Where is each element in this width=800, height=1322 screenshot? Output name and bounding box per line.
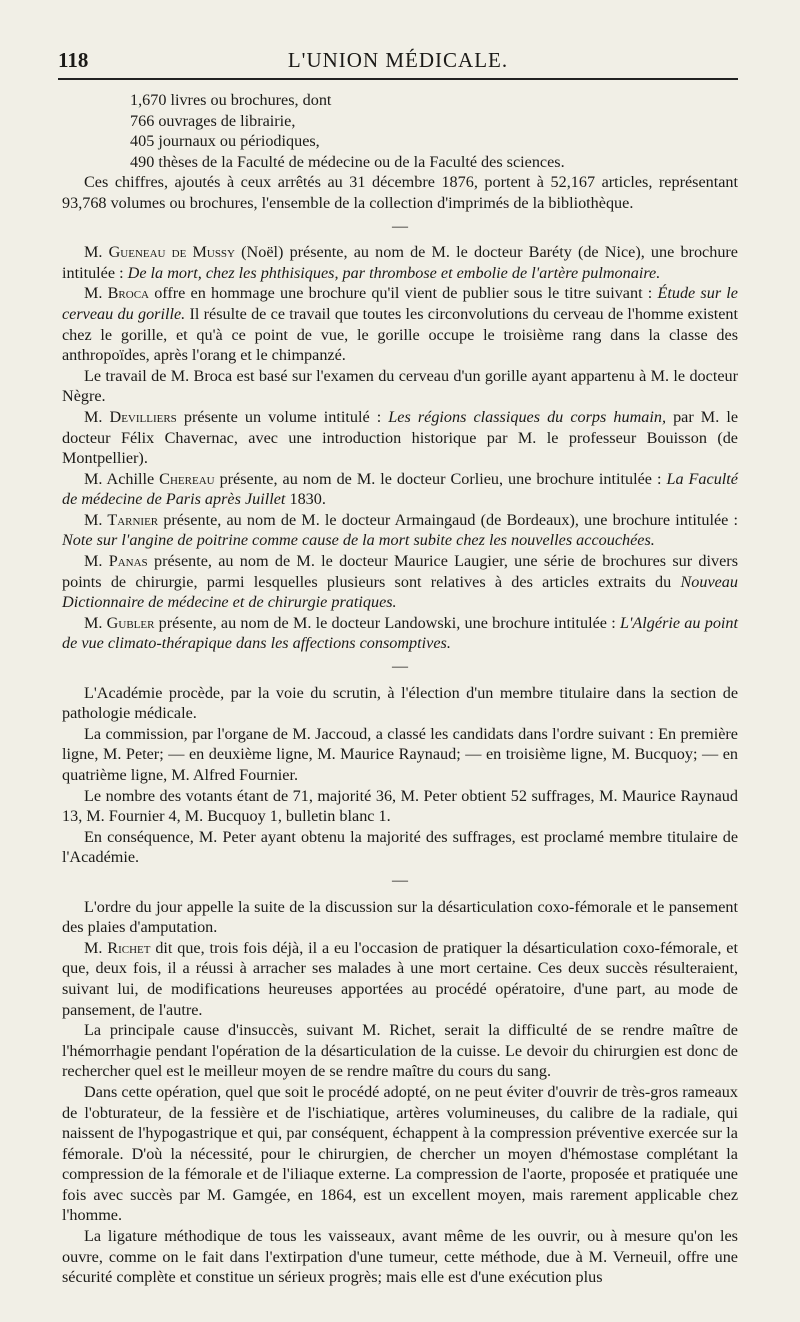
speaker-name: M. Gubler — [84, 613, 155, 632]
page-header — [58, 44, 738, 80]
speaker-name: M. Devilliers — [84, 407, 177, 426]
paragraph-text: dit que, trois fois déjà, il a eu l'occasion de pratiquer la désarticulation coxo-fémorale, et que, deux fois, il a réussi à arracher ses malades à une mort certaine. Ces deux succès résulteraient, suivant lui, de modifications heureuses apportées au procédé opératoire, d'une part, au mode de pansement, de l'autre. — [62, 938, 738, 1019]
paragraph-text: Il résulte de ce travail que toutes les circonvolutions du cerveau de l'homme existent chez le gorille, et qu'à ce point de vue, le gorille occupe le troisième rang dans la classe des anthropoïdes, après l'orang et le chimpanzé. — [62, 304, 739, 365]
paragraph — [62, 938, 738, 1020]
stat-line: 766 ouvrages de librairie, — [130, 111, 296, 130]
paragraph-text: présente un volume intitulé : — [176, 407, 389, 426]
separator: — — [392, 217, 408, 235]
article-body — [62, 90, 738, 1288]
paragraph: La ligature méthodique de tous les vaisseaux, avant même de les ouvrir, ou à mesure qu'on les ouvre, comme on le fait dans l'extirpation d'une tumeur, cette méthode, due à M. Verneuil, offre une sécurité complète et constitue un sérieux progrès; mais elle est d'une exécution plus — [62, 1227, 738, 1287]
speaker-name: Chereau — [159, 469, 215, 488]
paragraph — [62, 242, 738, 283]
work-title: Nouveau Dictionnaire de médecine et de chirurgie pratiques. — [62, 572, 738, 612]
paragraph — [62, 407, 738, 469]
stat-line: 405 journaux ou périodiques, — [130, 132, 320, 151]
paragraph-text: présente, au nom de M. le docteur Maurice Laugier, une série de brochures sur divers points de chirurgie, parmi lesquelles plusieurs sont relatives à des articles extraits du — [62, 552, 738, 591]
separator: — — [392, 658, 408, 676]
page-number: 118 — [58, 48, 89, 72]
paragraph-text: présente, au nom de M. le docteur Corlieu, une brochure intitulée : — [214, 469, 667, 488]
paragraph: La principale cause d'insuccès, suivant M. Richet, serait la difficulté de se rendre maître de l'hémorrhagie pendant l'opération de la désarticulation de la cuisse. Le devoir du chirurgien est donc de rechercher quel est le meilleur moyen de se rendre maître du cours du sang. — [62, 1021, 738, 1081]
work-title: L'Algérie au point de vue climato-thérapique dans les affections consomptives. — [62, 613, 739, 653]
paragraph — [62, 510, 738, 551]
paragraph-text: offre en hommage une brochure qu'il vient de publier sous le titre suivant : — [149, 284, 658, 303]
paragraph-text: présente, au nom de M. le docteur Landowski, une brochure intitulée : — [154, 613, 620, 632]
paragraph — [62, 613, 738, 654]
paragraph: Le nombre des votants étant de 71, majorité 36, M. Peter obtient 52 suffrages, M. Maurice Raynaud 13, M. Fournier 4, M. Bucquoy 1, bulletin blanc 1. — [62, 786, 738, 826]
header-rule — [58, 78, 738, 80]
stat-line: 1,670 livres ou brochures, dont — [130, 91, 332, 109]
paragraph-text: (Noël) présente, au nom de M. le docteur Baréty (de Nice), une brochure intitulée : — [62, 243, 738, 282]
speaker-name: M. Richet — [84, 938, 151, 957]
paragraph — [62, 283, 738, 365]
work-title: La Faculté de médecine de Paris après Juillet — [62, 469, 738, 509]
paragraph-text: présente, au nom de M. le docteur Armaingaud (de Bordeaux), une brochure intitulée : — [158, 510, 738, 529]
work-title: Étude sur le cerveau du gorille. — [62, 284, 738, 323]
paragraph-text: 1830. — [285, 490, 326, 509]
speaker-name: M. Tarnier — [84, 510, 159, 529]
paragraph: La commission, par l'organe de M. Jaccoud, a classé les candidats dans l'ordre suivant : En première ligne, M. Peter; — en deuxième ligne, M. Maurice Raynaud; — en troisième ligne, M. Bucquoy; — en quatrième ligne, M. Alfred Fournier. — [62, 724, 738, 784]
paragraph: Dans cette opération, quel que soit le procédé adopté, on ne peut éviter d'ouvrir de très-gros rameaux de l'obturateur, de la fessière et de l'ischiatique, artères volumineuses, du calibre de la radiale, qui naissent de l'hypogastrique et qui, par conséquent, échappent à la compression préventive exercée sur la fémorale. D'où la nécessité, pour le chirurgien, de chercher un moyen d'hémostase complétant la compression de la fémorale et de l'iliaque externe. La compression de l'aorte, proposée et pratiquée une fois avec succès par M. Gamgée, en 1864, est un excellent moyen, mais rarement applicable chez l'homme. — [62, 1082, 738, 1225]
work-title: De la mort, chez les phthisiques, par thrombose et embolie de l'artère pulmonaire. — [127, 263, 661, 282]
paragraph — [62, 469, 738, 510]
speaker-name: M. Gueneau de Mussy — [84, 243, 235, 262]
paragraph: Le travail de M. Broca est basé sur l'examen du cerveau d'un gorille ayant appartenu à M. le docteur Nègre. — [62, 366, 738, 406]
stat-line: 490 thèses de la Faculté de médecine ou de la Faculté des sciences. — [130, 152, 565, 171]
paragraph: L'ordre du jour appelle la suite de la discussion sur la désarticulation coxo-fémorale et le pansement des plaies d'amputation. — [62, 897, 738, 937]
paragraph: L'Académie procède, par la voie du scrutin, à l'élection d'un membre titulaire dans la section de pathologie médicale. — [62, 683, 738, 723]
work-title: Les régions classiques du corps humain, — [388, 407, 666, 426]
paragraph-text: M. Achille — [84, 469, 160, 488]
speaker-name: M. Panas — [84, 552, 148, 571]
separator: — — [392, 871, 408, 889]
work-title: Note sur l'angine de poitrine comme cause de la mort subite chez les nouvelles accouchées. — [62, 531, 655, 550]
paragraph — [62, 551, 738, 613]
paragraph: Ces chiffres, ajoutés à ceux arrêtés au 31 décembre 1876, portent à 52,167 articles, représentant 93,768 volumes ou brochures, l'ensemble de la collection d'imprimés de la bibliothèque. — [62, 173, 738, 212]
paragraph: En conséquence, M. Peter ayant obtenu la majorité des suffrages, est proclamé membre titulaire de l'Académie. — [62, 827, 738, 867]
paragraph-text: par M. le docteur Félix Chavernac, avec une introduction historique par M. le professeur Bouisson (de Montpellier). — [62, 407, 739, 468]
running-title: L'UNION MÉDICALE. — [287, 48, 509, 72]
speaker-name: M. Broca — [84, 284, 149, 303]
